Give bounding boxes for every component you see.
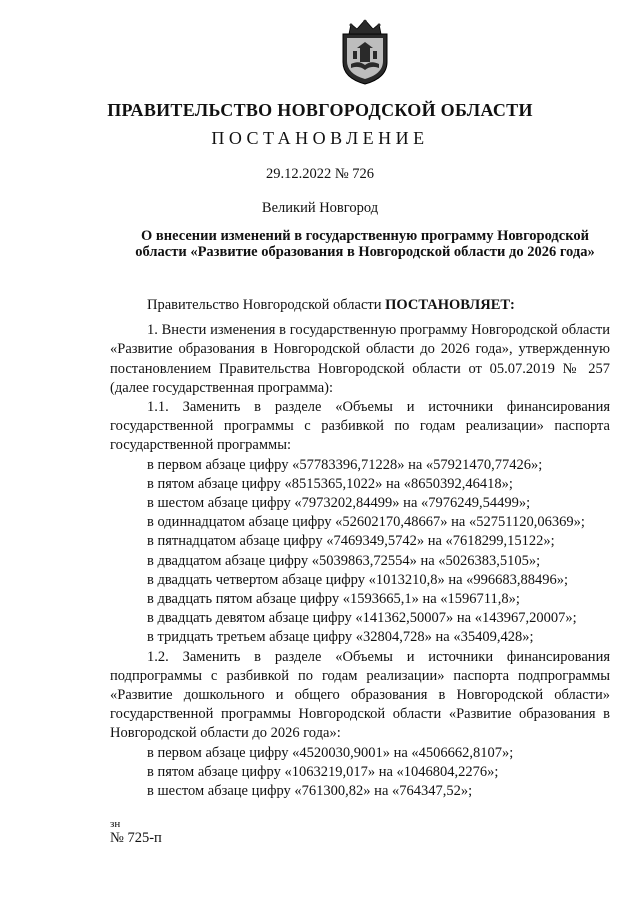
document-date-number: 29.12.2022 № 726 <box>265 166 375 182</box>
list-item: в шестом абзаце цифру «761300,82» на «764347,52»; <box>147 783 473 800</box>
list-item: в первом абзаце цифру «57783396,71228» на «57921470,77426»; <box>147 456 543 473</box>
list-item: в пятом абзаце цифру «1063219,017» на «1046804,2276»; <box>147 763 499 780</box>
list-item: в первом абзаце цифру «4520030,9001» на «4506662,8107»; <box>147 744 514 761</box>
paragraph-1-2: 1.2. Заменить в разделе «Объемы и источники финансирования подпрограммы с разбивкой по годам реализации» паспорта подпрограммы «Развитие дошкольного и общего образования в Новгородской области» государственной программы Новгородской области «Развитие образования в Новгородской области до 2026 года»: <box>110 648 610 742</box>
resolution-lead <box>110 296 610 315</box>
list-item: в тридцать третьем абзаце цифру «32804,728» на «35409,428»; <box>147 629 534 646</box>
paragraph-1: 1. Внести изменения в государственную программу Новгородской области «Развитие образования в Новгородской области до 2026 года», утвержденную постановлением Правительства Новгородской области от 05.07.2019 № 257 (далее государственная программа): <box>110 322 610 396</box>
list-item: в пятнадцатом абзаце цифру «7469349,5742» на «7618299,15122»; <box>147 533 555 550</box>
document-type: ПОСТАНОВЛЕНИЕ <box>211 128 429 148</box>
list-item: в двадцать девятом абзаце цифру «141362,50007» на «143967,20007»; <box>147 610 577 627</box>
lead-keyword: ПОСТАНОВЛЯЕТ: <box>385 297 515 313</box>
document-city: Великий Новгород <box>261 200 379 216</box>
organization-title: ПРАВИТЕЛЬСТВО НОВГОРОДСКОЙ ОБЛАСТИ <box>107 100 533 120</box>
lead-text: Правительство Новгородской области <box>147 297 386 313</box>
paragraph-1-1: 1.1. Заменить в разделе «Объемы и источники финансирования государственной программы с разбивкой по годам реализации» паспорта государственной программы: <box>110 399 610 454</box>
list-item: в двадцать четвертом абзаце цифру «1013210,8» на «996683,88496»; <box>147 571 569 588</box>
list-item: в одиннадцатом абзаце цифру «52602170,48667» на «52751120,06369»; <box>147 514 585 531</box>
footer-tag: зн <box>110 818 121 830</box>
novgorod-coat-of-arms-icon <box>339 18 391 86</box>
document-body <box>110 296 610 801</box>
list-item: в двадцать пятом абзаце цифру «1593665,1» на «1596711,8»; <box>147 591 520 608</box>
document-subject: О внесении изменений в государственную программу Новгородской области «Развитие образования в Новгородской области до 2026 года» <box>135 228 595 260</box>
list-item: в пятом абзаце цифру «8515365,1022» на «8650392,46418»; <box>147 475 513 492</box>
footer-number: № 725-п <box>110 830 162 846</box>
list-item: в двадцатом абзаце цифру «5039863,72554» на «5026383,5105»; <box>147 552 541 569</box>
list-item: в шестом абзаце цифру «7973202,84499» на «7976249,54499»; <box>147 495 531 512</box>
